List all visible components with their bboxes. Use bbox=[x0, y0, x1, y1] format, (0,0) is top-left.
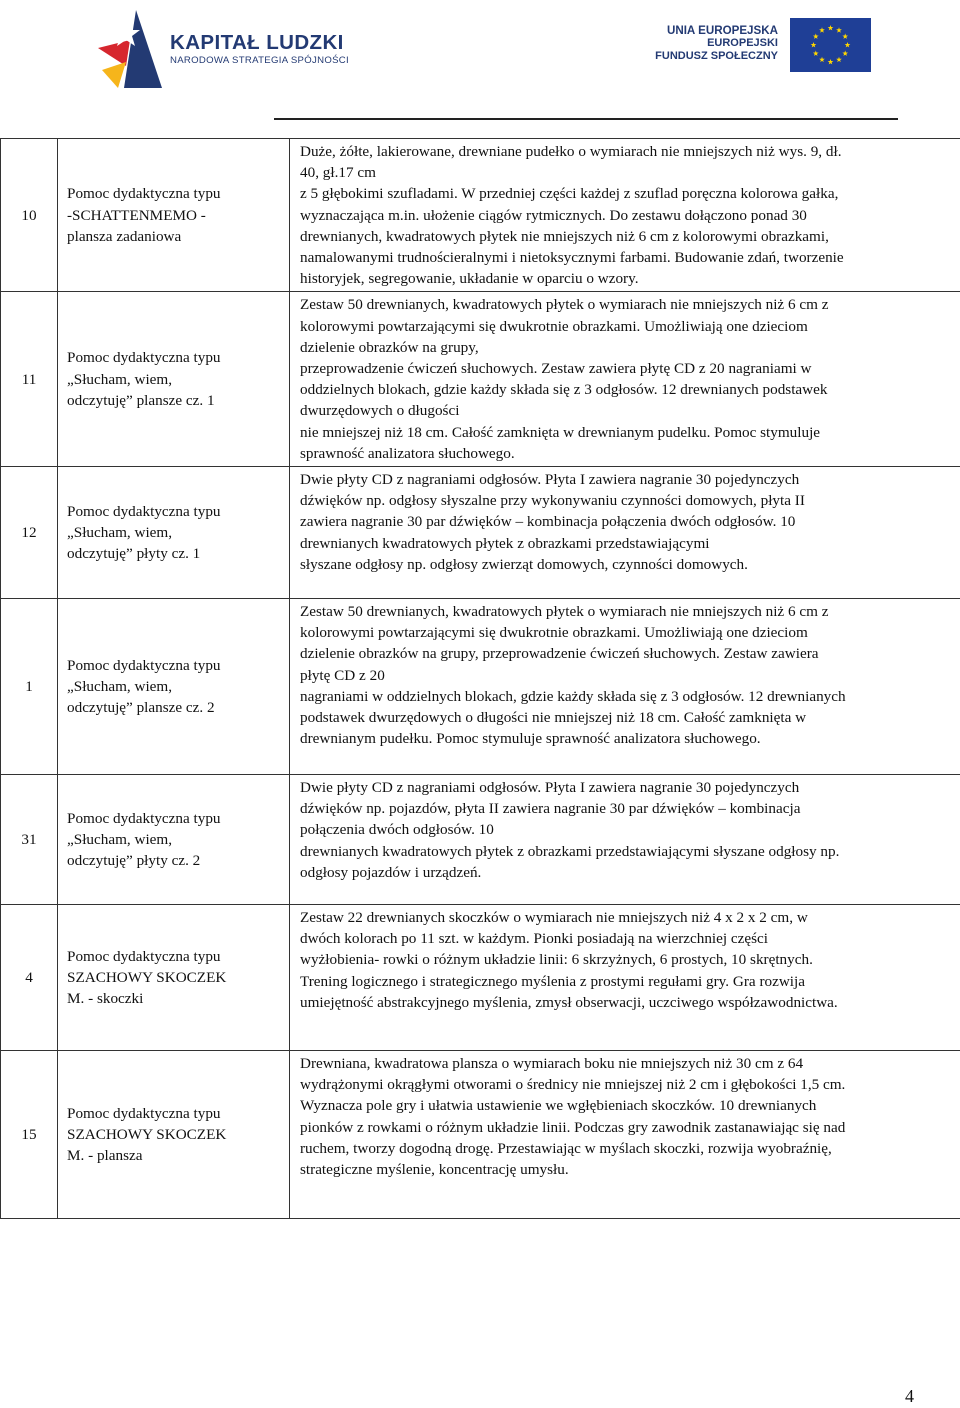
description-line: ruchem, tworzy dogodną drogę. Przestawiając w myślach skoczki, rozwija wyobraźnię, bbox=[300, 1139, 832, 1157]
description-line: drewnianych, kwadratowych płytek nie mniejszych niż 6 cm z kolorowymi obrazkami, bbox=[300, 227, 829, 245]
description-line: dzielenie obrazków na grupy, bbox=[300, 338, 479, 356]
description-line: sprawność analizatora słuchowego. bbox=[300, 444, 515, 462]
description-line: drewnianych kwadratowych płytek z obrazkami przedstawiającymi słyszane odgłosy np. bbox=[300, 842, 840, 860]
description-line: Zestaw 50 drewnianych, kwadratowych płytek o wymiarach nie mniejszych niż 6 cm z bbox=[300, 603, 829, 621]
table-row bbox=[1, 599, 960, 775]
description-line: słyszane odgłosy np. odgłosy zwierząt domowych, czynności domowych. bbox=[300, 555, 748, 573]
description-line: nagraniami w oddzielnych blokach, gdzie każdy składa się z 3 odgłosów. 12 drewnianych bbox=[300, 687, 846, 705]
eu-flag-icon bbox=[790, 18, 871, 72]
header-divider bbox=[274, 118, 898, 120]
description-line: połączenia dwóch odgłosów. 10 bbox=[300, 821, 494, 839]
table-row bbox=[1, 1051, 960, 1219]
item-name bbox=[58, 467, 290, 599]
item-name-line: „Słucham, wiem, bbox=[67, 830, 173, 848]
description-line: drewnianym pudełku. Pomoc stymuluje sprawność analizatora słuchowego. bbox=[300, 730, 761, 748]
item-name-line: M. - skoczki bbox=[67, 990, 144, 1008]
kapital-ludzki-logo-icon bbox=[96, 4, 166, 88]
item-name-line: Pomoc dydaktyczna typu bbox=[67, 947, 221, 965]
description-line: Zestaw 50 drewnianych, kwadratowych płytek o wymiarach nie mniejszych niż 6 cm z bbox=[300, 296, 829, 314]
description-line: zawiera nagranie 30 par dźwięków – kombinacja połączenia dwóch odgłosów. 10 bbox=[300, 513, 796, 531]
item-name bbox=[58, 292, 290, 467]
eu-line-3: FUNDUSZ SPOŁECZNY bbox=[655, 50, 778, 62]
description-line: dzielenie obrazków na grupy, przeprowadzenie ćwiczeń słuchowych. Zestaw zawiera bbox=[300, 645, 819, 663]
table-row bbox=[1, 905, 960, 1051]
description-line: dźwięków np. pojazdów, płyta II zawiera nagranie 30 par dźwięków – kombinacja bbox=[300, 800, 801, 818]
item-name-line: SZACHOWY SKOCZEK bbox=[67, 968, 227, 986]
description-line: drewnianych kwadratowych płytek z obrazkami przedstawiającymi bbox=[300, 534, 710, 552]
item-name bbox=[58, 599, 290, 775]
row-number: 12 bbox=[1, 467, 58, 599]
item-name-line: plansza zadaniowa bbox=[67, 227, 182, 245]
item-name-line: odczytuję” plansze cz. 1 bbox=[67, 391, 215, 409]
table-row bbox=[1, 139, 960, 292]
item-name-line: Pomoc dydaktyczna typu bbox=[67, 185, 221, 203]
item-name bbox=[58, 139, 290, 292]
item-description bbox=[290, 467, 960, 599]
table-row bbox=[1, 292, 960, 467]
row-number: 10 bbox=[1, 139, 58, 292]
item-name-line: Pomoc dydaktyczna typu bbox=[67, 1104, 221, 1122]
item-name-line: Pomoc dydaktyczna typu bbox=[67, 349, 221, 367]
kapital-ludzki-subtitle: NARODOWA STRATEGIA SPÓJNOŚCI bbox=[170, 55, 349, 66]
description-line: wyznaczająca m.in. ułożenie ciągów rytmicznych. Do zestawu dołączono ponad 30 bbox=[300, 206, 807, 224]
row-number: 15 bbox=[1, 1051, 58, 1219]
page-header bbox=[0, 0, 960, 125]
description-line: strategiczne myślenie, koncentrację umysłu. bbox=[300, 1161, 569, 1179]
description-line: Trening logicznego i strategicznego myślenia z prostymi regułami gry. Gra rozwija bbox=[300, 972, 805, 990]
description-line: kolorowymi powtarzającymi się dwukrotnie obrazkami. Umożliwiają one dzieciom bbox=[300, 317, 808, 335]
description-line: z 5 głębokimi szufladami. W przedniej części każdej z szuflad poręczna kolorowa gałka, bbox=[300, 185, 839, 203]
row-number: 31 bbox=[1, 775, 58, 905]
item-name-line: odczytuję” płyty cz. 2 bbox=[67, 852, 201, 870]
item-name-line: „Słucham, wiem, bbox=[67, 523, 173, 541]
item-name-line: „Słucham, wiem, bbox=[67, 677, 173, 695]
item-name bbox=[58, 775, 290, 905]
item-name bbox=[58, 1051, 290, 1219]
item-name-line: „Słucham, wiem, bbox=[67, 370, 173, 388]
item-name-line: odczytuję” płyty cz. 1 bbox=[67, 545, 201, 563]
item-description bbox=[290, 1051, 960, 1219]
table-row bbox=[1, 775, 960, 905]
description-line: namalowanymi trudnościeralnymi i nietoksycznymi farbami. Budowanie zdań, tworzenie bbox=[300, 249, 844, 267]
description-line: oddzielnych blokach, gdzie każdy składa się z 3 odgłosów. 12 drewnianych podstawek bbox=[300, 381, 828, 399]
item-name bbox=[58, 905, 290, 1051]
description-line: wyżłobienia- rowki o różnym układzie linii: 6 skrzyżnych, 6 prostych, 10 skrętnych. bbox=[300, 951, 813, 969]
kapital-ludzki-title: KAPITAŁ LUDZKI bbox=[170, 31, 344, 54]
item-name-line: SZACHOWY SKOCZEK bbox=[67, 1125, 227, 1143]
description-line: nie mniejszej niż 18 cm. Całość zamknięta w drewnianym pudelku. Pomoc stymuluje bbox=[300, 423, 821, 441]
description-line: Zestaw 22 drewnianych skoczków o wymiarach nie mniejszych niż 4 x 2 x 2 cm, w bbox=[300, 909, 808, 927]
eu-text-block bbox=[655, 24, 778, 63]
description-line: umiejętność abstrakcyjnego myślenia, zmysł obserwacji, uczciwego współzawodnictwa. bbox=[300, 993, 838, 1011]
description-line: kolorowymi powtarzającymi się dwukrotnie obrazkami. Umożliwiają one dzieciom bbox=[300, 624, 808, 642]
row-number: 1 bbox=[1, 599, 58, 775]
description-line: 40, gł.17 cm bbox=[300, 164, 376, 182]
description-line: odgłosy pojazdów i urządzeń. bbox=[300, 863, 482, 881]
table-row bbox=[1, 467, 960, 599]
item-description bbox=[290, 775, 960, 905]
description-line: wydrążonymi okrągłymi otworami o średnicy nie mniejszej niż 2 cm i głębokości 1,5 cm. bbox=[300, 1076, 846, 1094]
description-line: płytę CD z 20 bbox=[300, 666, 385, 684]
description-line: historyjek, segregowanie, układanie w oparciu o wzory. bbox=[300, 270, 639, 288]
products-table bbox=[0, 138, 960, 1219]
item-name-line: odczytuję” plansze cz. 2 bbox=[67, 699, 215, 717]
description-line: Dwie płyty CD z nagraniami odgłosów. Płyta I zawiera nagranie 30 pojedynczych bbox=[300, 779, 800, 797]
description-line: przeprowadzenie ćwiczeń słuchowych. Zestaw zawiera płytę CD z 20 nagraniami w bbox=[300, 360, 812, 378]
eu-line-1: UNIA EUROPEJSKA bbox=[666, 24, 778, 37]
description-line: dwóch kolorach po 11 szt. w każdym. Pionki posiadają na wierzchniej części bbox=[300, 930, 768, 948]
page-number: 4 bbox=[905, 1386, 914, 1406]
item-name-line: Pomoc dydaktyczna typu bbox=[67, 502, 221, 520]
description-line: Dwie płyty CD z nagraniami odgłosów. Płyta I zawiera nagranie 30 pojedynczych bbox=[300, 471, 800, 489]
item-description bbox=[290, 292, 960, 467]
item-description bbox=[290, 599, 960, 775]
description-line: dźwięków np. odgłosy słyszalne przy wykonywaniu czynności domowych, płyta II bbox=[300, 492, 805, 510]
description-line: dwurzędowych o długości bbox=[300, 402, 460, 420]
eu-line-2: EUROPEJSKI bbox=[707, 37, 778, 49]
item-name-line: Pomoc dydaktyczna typu bbox=[67, 809, 221, 827]
item-description bbox=[290, 139, 960, 292]
description-line: Drewniana, kwadratowa plansza o wymiarach boku nie mniejszych niż 30 cm z 64 bbox=[300, 1055, 804, 1073]
description-line: pionków z rowkami o różnym układzie linii. Podczas gry zawodnik zastanawiając się nad bbox=[300, 1118, 846, 1136]
item-name-line: Pomoc dydaktyczna typu bbox=[67, 656, 221, 674]
item-description bbox=[290, 905, 960, 1051]
row-number: 4 bbox=[1, 905, 58, 1051]
description-line: Duże, żółte, lakierowane, drewniane pudełko o wymiarach nie mniejszych niż wys. 9, dł. bbox=[300, 143, 842, 160]
row-number: 11 bbox=[1, 292, 58, 467]
description-line: Wyznacza pole gry i ułatwia ustawienie we wgłębieniach skoczków. 10 drewnianych bbox=[300, 1097, 817, 1115]
item-name-line: M. - plansza bbox=[67, 1147, 143, 1165]
description-line: podstawek dwurzędowych o długości nie mniejszej niż 18 cm. Całość zamknięta w bbox=[300, 709, 807, 727]
item-name-line: -SCHATTENMEMO - bbox=[67, 206, 206, 224]
